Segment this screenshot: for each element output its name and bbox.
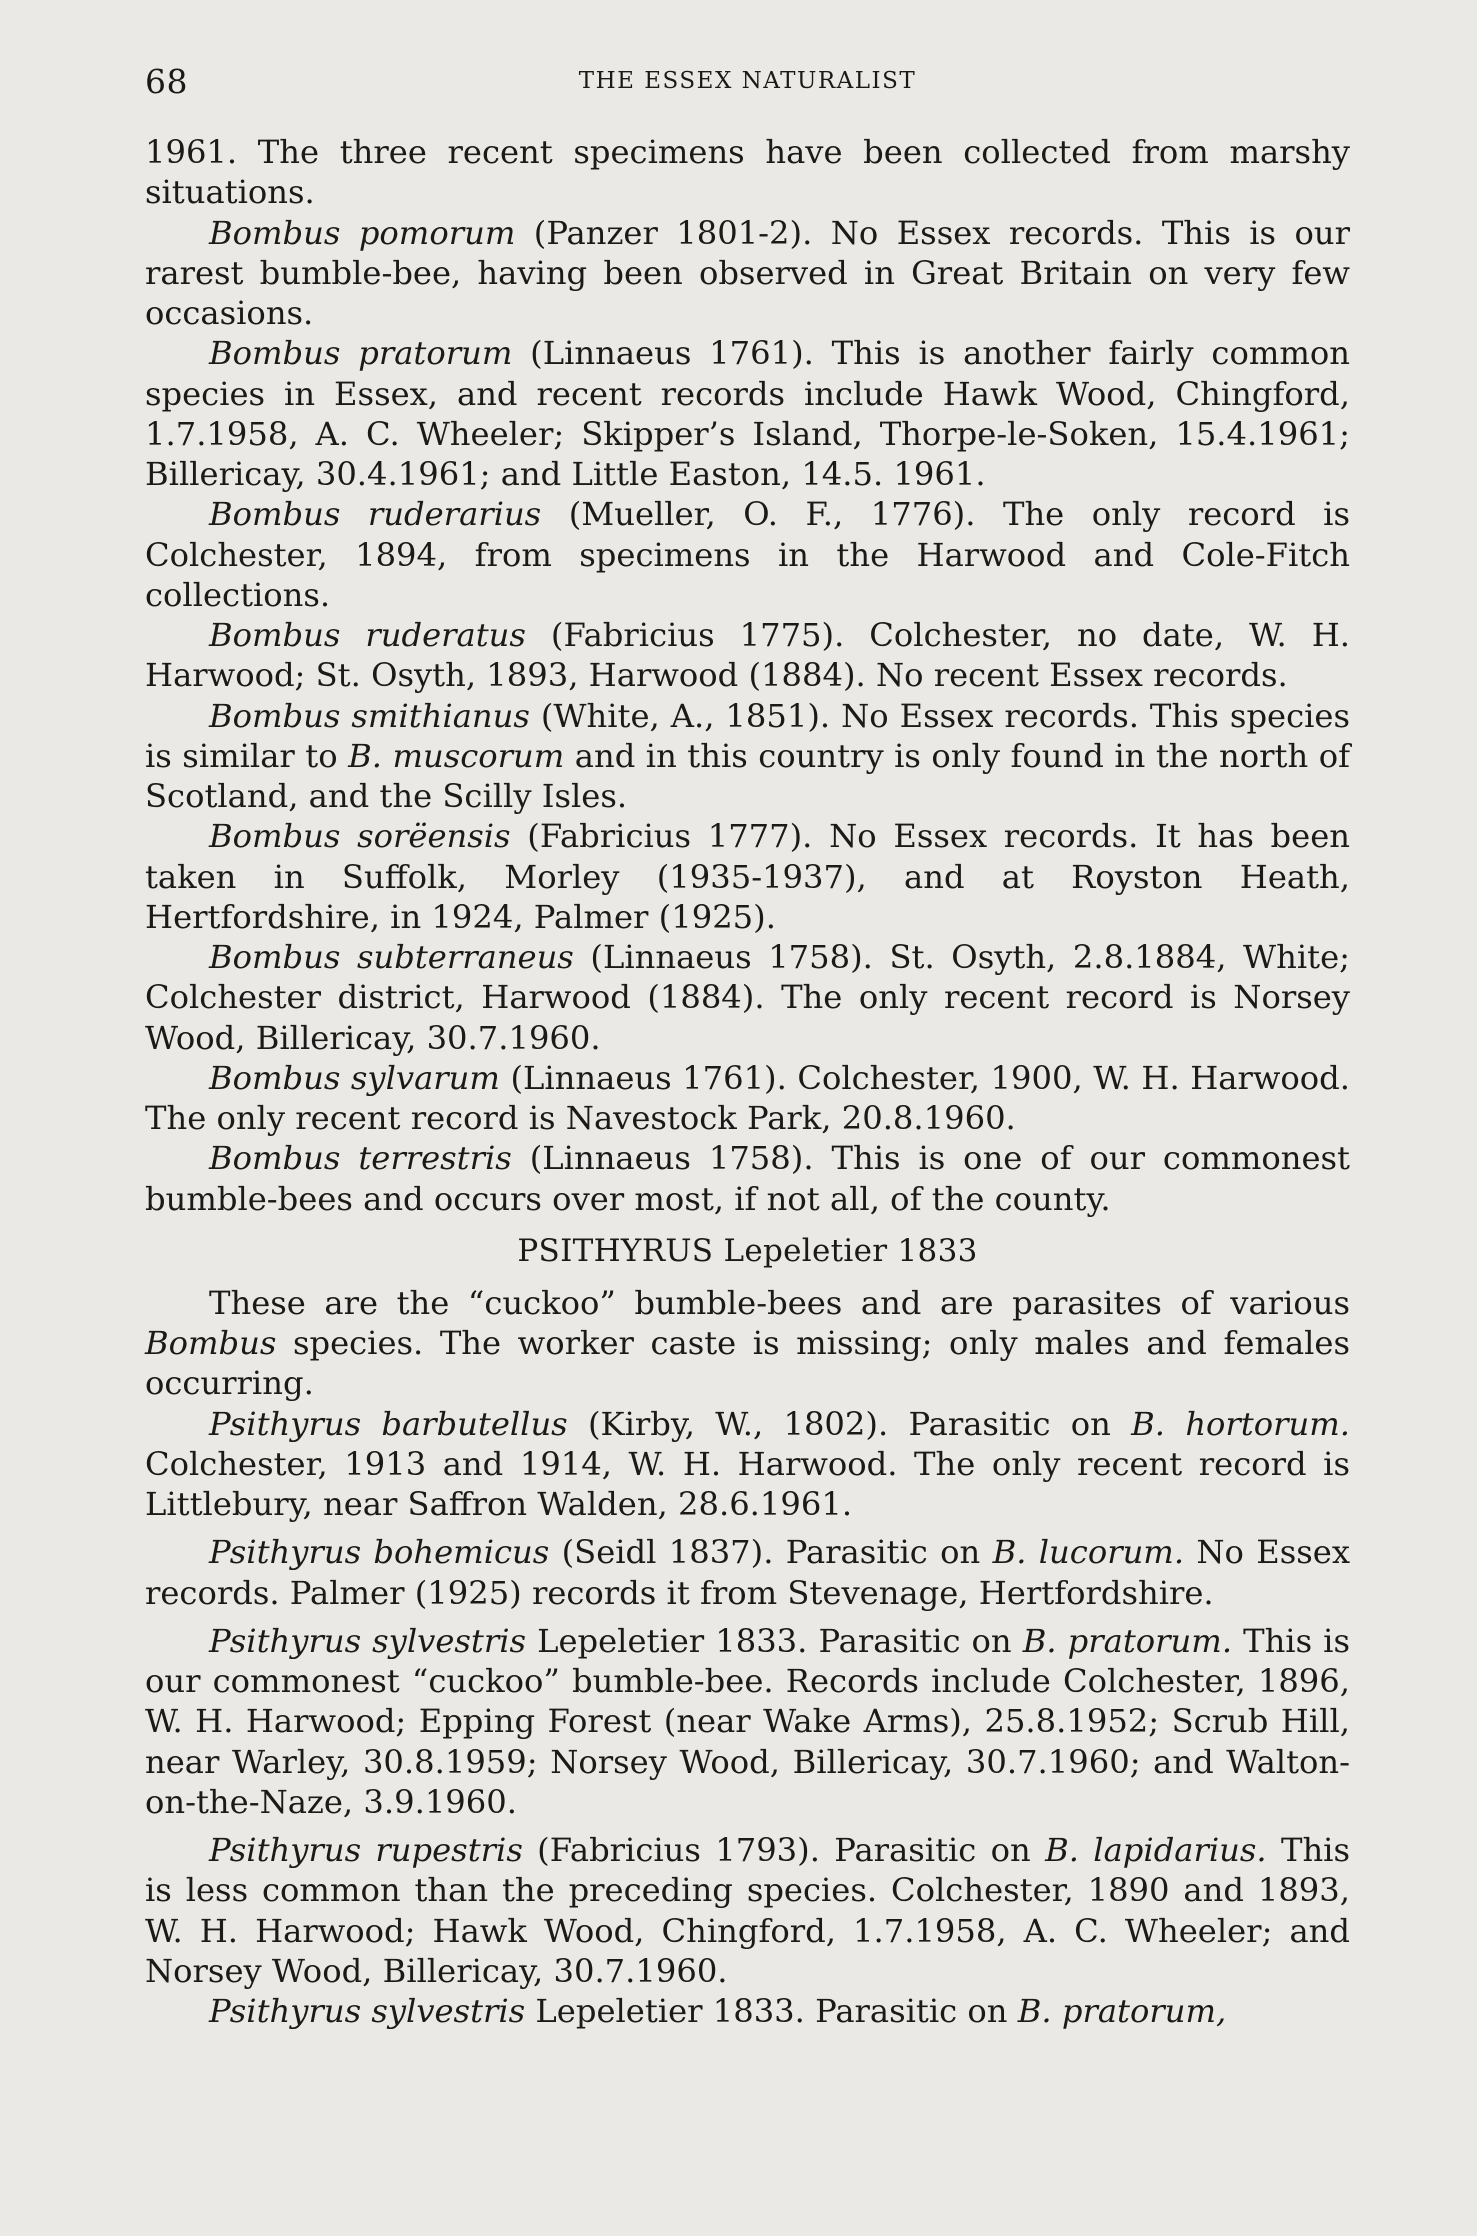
species-name: Psithyrus rupestris <box>209 1831 523 1869</box>
paragraph <box>145 1283 1350 1404</box>
paragraph <box>145 1532 1350 1613</box>
species-name: Bombus sorëensis <box>209 817 511 856</box>
species-name: Bombus <box>145 1324 277 1362</box>
paragraph-text: (Mueller, O. F., 1776). The only record is Colchester, 1894, from specimens in the Harwood and Cole-Fitch collections. <box>145 495 1350 614</box>
body-text <box>145 132 1350 2031</box>
species-name: Bombus ruderatus <box>209 616 526 654</box>
paragraph <box>145 1138 1350 1219</box>
paragraph <box>145 333 1350 494</box>
species-name: B. hortorum. <box>1131 1404 1350 1443</box>
paragraph-text: Lepeletier 1833. Parasitic on <box>525 1992 1018 2030</box>
species-accounts-bombus <box>145 132 1350 1219</box>
paragraph <box>145 1058 1350 1139</box>
paragraph <box>145 1621 1350 1822</box>
species-name: B. lapidarius. <box>1045 1831 1267 1869</box>
paragraph <box>145 1991 1350 2031</box>
paragraph <box>145 213 1350 334</box>
paragraph-text: Colchester, 1913 and 1914, W. H. Harwood. The only recent record is Littlebury, near Saffron Walden, 28.6.1961. <box>145 1444 1350 1523</box>
paragraph <box>145 494 1350 615</box>
paragraph <box>145 1404 1350 1525</box>
paragraph <box>145 816 1350 937</box>
paragraph-text: and in this country is only found in the north of Scotland, and the Scilly Isles. <box>145 736 1350 815</box>
species-name: Psithyrus bohemicus <box>209 1533 550 1572</box>
paragraph-text: species. The worker caste is missing; only males and females occurring. <box>145 1324 1350 1403</box>
species-name: Bombus ruderarius <box>209 495 542 534</box>
paragraph-text: This is our commonest “cuckoo” bumble-bee. Records include Colchester, 1896, W. H. Harwood; Epping Forest (near Wake Arms), 25.8.1952; Scrub Hill, near Warley, 30.8.1959; Norsey Wood, Billericay, 30.7.1960; and Walton-on-the-Naze, 3.9.1960. <box>145 1621 1350 1821</box>
paragraph-text: (Linnaeus 1758). St. Osyth, 2.8.1884, White; Colchester district, Harwood (1884). The only recent record is Norsey Wood, Billericay, 30.7.1960. <box>145 938 1350 1057</box>
species-name: Psithyrus sylvestris <box>209 1621 527 1660</box>
paragraph-text: (Fabricius 1777). No Essex records. It has been taken in Suffolk, Morley (1935-1937), and at Royston Heath, Hertfordshire, in 1924, Palmer (1925). <box>145 817 1350 936</box>
species-name: Psithyrus sylvestris <box>209 1992 526 2030</box>
species-name: Bombus pratorum <box>209 334 513 373</box>
paragraph-text: (Linnaeus 1758). This is one of our commonest bumble-bees and occurs over most, if not all, of the county. <box>145 1139 1350 1218</box>
paragraph-text: Lepeletier 1833. Parasitic on <box>526 1621 1023 1660</box>
species-accounts-psithyrus <box>145 1283 1350 2032</box>
page-header <box>145 62 1350 106</box>
species-name: Bombus smithianus <box>209 696 530 735</box>
paragraph-text: (White, A., 1851). No Essex records. This species is similar to <box>145 696 1350 775</box>
paragraph-text: (Fabricius 1775). Colchester, no date, W. H. Harwood; St. Osyth, 1893, Harwood (1884). No recent Essex records. <box>145 616 1350 695</box>
paragraph <box>145 132 1350 213</box>
species-name: Bombus subterraneus <box>209 938 574 976</box>
paragraph-text: (Linnaeus 1761). Colchester, 1900, W. H. Harwood. The only recent record is Navestock Park, 20.8.1960. <box>145 1058 1351 1137</box>
paragraph <box>145 615 1350 696</box>
paragraph-text: (Linnaeus 1761). This is another fairly common species in Essex, and recent records include Hawk Wood, Chingford, 1.7.1958, A. C. Wheeler; Skipper’s Island, Thorpe-le-Soken, 15.4.1961; Billericay, 30.4.1961; and Little Easton, 14.5. 1961. <box>145 334 1350 493</box>
paragraph-text: No Essex records. Palmer (1925) records it from Stevenage, Hertfordshire. <box>145 1533 1350 1612</box>
species-name: Bombus sylvarum <box>209 1058 500 1097</box>
paragraph <box>145 1830 1350 1991</box>
species-name: B. muscorum <box>348 736 565 775</box>
species-name: B. lucorum. <box>992 1533 1185 1572</box>
paragraph-text: These are the “cuckoo” bumble-bees and are parasites of various <box>209 1283 1350 1322</box>
paragraph <box>145 696 1350 817</box>
species-name: B. pratorum. <box>1022 1621 1233 1660</box>
paragraph-text: 1961. The three recent specimens have been collected from marshy situations. <box>145 133 1350 212</box>
paragraph-text: (Panzer 1801-2). No Essex records. This is our rarest bumble-bee, having been observed in Great Britain on very few occasions. <box>145 213 1350 332</box>
paragraph-text: (Seidl 1837). Parasitic on <box>549 1533 993 1572</box>
running-head: THE ESSEX NATURALIST <box>578 68 917 94</box>
section-heading: PSITHYRUS Lepeletier 1833 <box>517 1232 978 1269</box>
species-name: Bombus terrestris <box>209 1139 512 1178</box>
species-name: Psithyrus barbutellus <box>209 1404 568 1443</box>
paragraph-text: This is less common than the preceding species. Colchester, 1890 and 1893, W. H. Harwood; Hawk Wood, Chingford, 1.7.1958, A. C. Wheeler; and Norsey Wood, Billericay, 30.7.1960. <box>145 1831 1350 1990</box>
paragraph-text: (Fabricius 1793). Parasitic on <box>522 1831 1046 1869</box>
species-name: Bombus pomorum <box>209 213 516 252</box>
species-name: B. pratorum, <box>1017 1992 1227 2030</box>
paragraph <box>145 937 1350 1058</box>
page-number: 68 <box>145 62 188 101</box>
paragraph-text: (Kirby, W., 1802). Parasitic on <box>567 1404 1132 1443</box>
